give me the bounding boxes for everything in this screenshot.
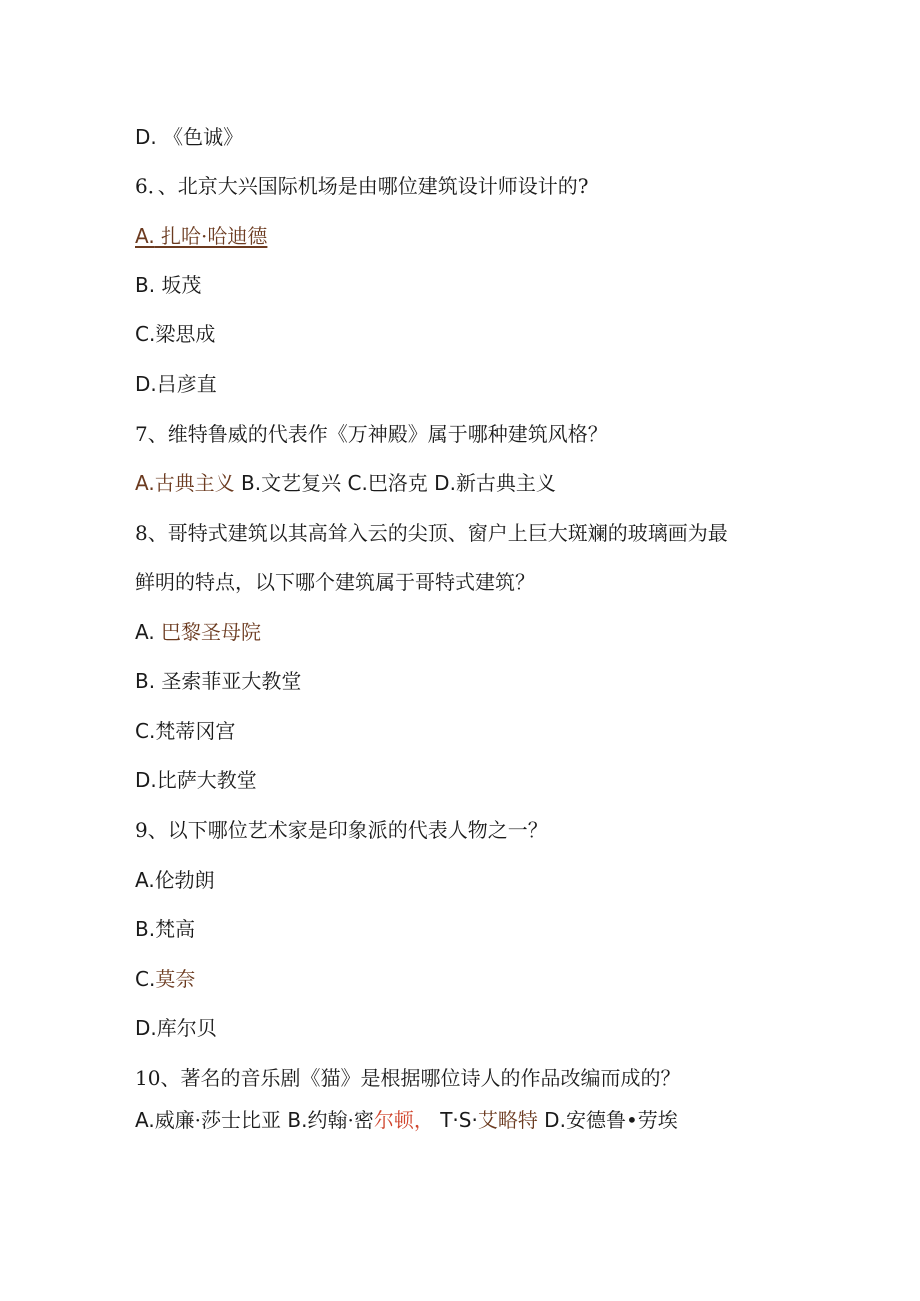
q10-option-a: A.威廉·莎士比亚 bbox=[135, 1108, 282, 1132]
q9-option-a: A.伦勃朗 bbox=[135, 868, 215, 892]
q5-option-d: D. 《色诚》 bbox=[135, 125, 244, 149]
q6-option-a-answer: A. 扎哈·哈迪德 bbox=[135, 224, 268, 248]
q7-option-a-answer: A.古典主义 bbox=[135, 471, 235, 495]
q8-option-d: D.比萨大教堂 bbox=[135, 768, 257, 792]
q10-option-d: D.安德鲁•劳埃 bbox=[537, 1108, 678, 1132]
q10-options bbox=[135, 1108, 678, 1132]
question-8-line-2: 鲜明的特点，以下哪个建筑属于哥特式建筑？ bbox=[135, 570, 535, 594]
q7-option-c: C.巴洛克 bbox=[341, 471, 428, 495]
question-6: 6．、北京大兴国际机场是由哪位建筑设计师设计的? bbox=[135, 174, 589, 198]
q10-option-b: B.约翰·密尔顿， bbox=[281, 1108, 434, 1132]
q8-option-b: B. 圣索菲亚大教堂 bbox=[135, 669, 302, 693]
q7-option-b: B.文艺复兴 bbox=[234, 471, 342, 495]
q9-option-d: D.库尔贝 bbox=[135, 1016, 217, 1040]
q8-option-c: C.梵蒂冈宫 bbox=[135, 719, 236, 743]
question-8-line-1: 8、哥特式建筑以其高耸入云的尖顶、窗户上巨大斑斓的玻璃画为最 bbox=[135, 521, 728, 545]
q6-option-b: B. 坂茂 bbox=[135, 273, 202, 297]
q7-options bbox=[135, 471, 556, 495]
q6-option-c: C.梁思成 bbox=[135, 322, 216, 346]
q9-option-b: B.梵高 bbox=[135, 917, 196, 941]
question-10: 10、著名的音乐剧《猫》是根据哪位诗人的作品改编而成的？ bbox=[135, 1066, 681, 1090]
q6-option-d: D.吕彦直 bbox=[135, 372, 217, 396]
question-7: 7、维特鲁威的代表作《万神殿》属于哪种建筑风格？ bbox=[135, 422, 608, 446]
q9-option-c-answer: C.莫奈 bbox=[135, 967, 196, 991]
q8-option-a-answer: A. 巴黎圣母院 bbox=[135, 620, 262, 644]
q10-option-c-answer: T·S·艾略特 bbox=[433, 1108, 538, 1132]
q7-option-d: D.新古典主义 bbox=[427, 471, 556, 495]
question-9: 9、以下哪位艺术家是印象派的代表人物之一？ bbox=[135, 818, 548, 842]
